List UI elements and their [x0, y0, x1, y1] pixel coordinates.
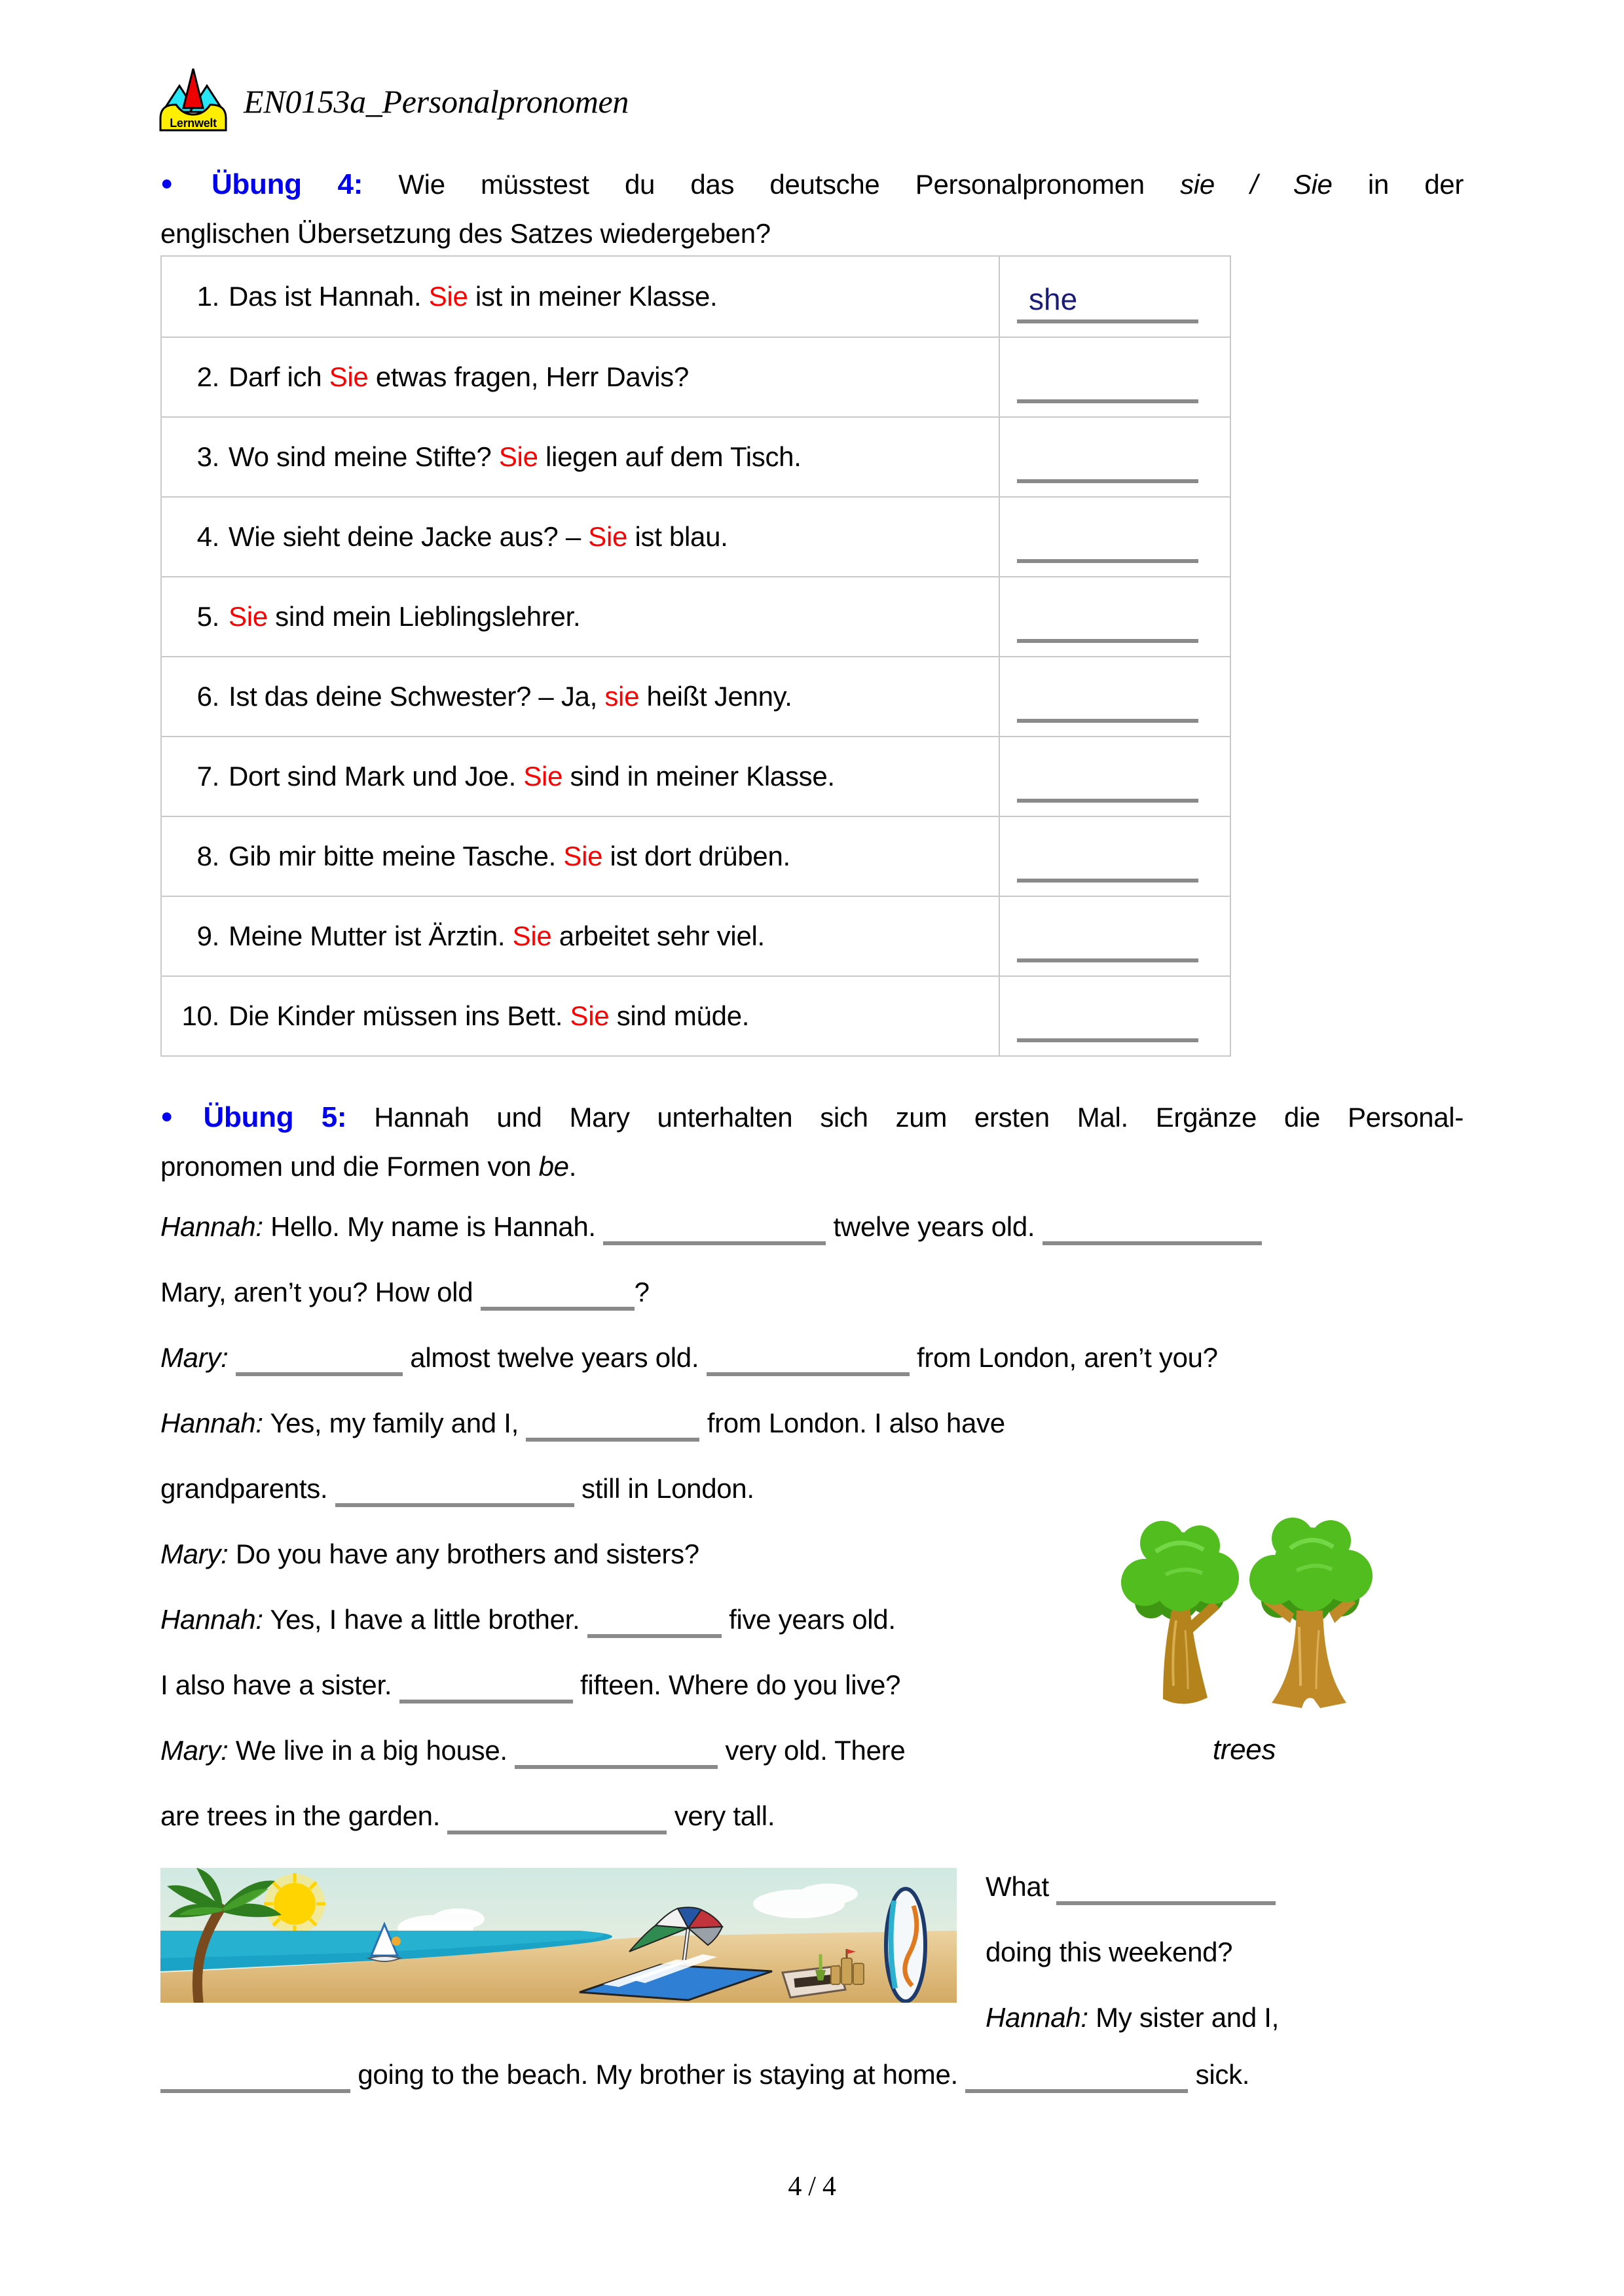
answer-cell — [999, 657, 1230, 736]
answer-cell — [999, 977, 1230, 1055]
pronoun-highlight: Sie — [498, 441, 538, 472]
exercise4-instruction-pre: Wie müsstest du das deutsche Personalpronomen — [398, 169, 1181, 200]
dialogue-text: grandparents. — [160, 1473, 335, 1504]
dialogue-line — [986, 1999, 1470, 2064]
dialogue-text: five years old. — [721, 1604, 896, 1635]
trees-caption: trees — [1212, 1734, 1276, 1766]
answer-blank-line — [1017, 719, 1198, 723]
row-number: 1. — [196, 281, 219, 312]
dialogue-text: We live in a big house. — [228, 1735, 515, 1766]
pronoun-highlight: Sie — [570, 1000, 610, 1031]
answer-blank-line — [1017, 319, 1198, 323]
exercise5-instruction-text1: Hannah und Mary unterhalten sich zum ersten Mal. Ergänze die Personal- — [374, 1102, 1464, 1133]
exercise4-instruction-post: in der — [1332, 169, 1464, 200]
dialogue-text: My sister and I, — [1088, 2002, 1280, 2033]
blank-line — [160, 2060, 350, 2093]
bullet-icon: ● — [160, 171, 201, 194]
blank-line — [603, 1212, 826, 1245]
dialogue-text: Yes, my family and I, — [263, 1408, 526, 1438]
answer-cell — [999, 737, 1230, 816]
exercise5-instruction-line2 — [160, 1141, 1464, 1192]
table-row — [162, 337, 1230, 416]
row-number: 4. — [196, 521, 219, 552]
answer-cell — [999, 897, 1230, 975]
page-title: EN0153a_Personalpronomen — [244, 83, 629, 120]
answer-cell — [999, 498, 1230, 576]
exercise5-label: Übung 5: — [203, 1101, 347, 1133]
blank-line — [1043, 1212, 1262, 1245]
dialogue-line — [160, 1273, 1467, 1339]
pronoun-highlight: Sie — [563, 841, 603, 871]
blank-line — [965, 2060, 1188, 2093]
answer-blank-line — [1017, 879, 1198, 883]
dialogue-text: going to the beach. My brother is staying at home. — [350, 2059, 966, 2090]
answer-blank-line — [1017, 958, 1198, 962]
tree-left — [1121, 1521, 1239, 1704]
dialogue-line — [986, 1933, 1470, 1999]
dialogue-text: still in London. — [574, 1473, 754, 1504]
answer-blank-line — [1017, 559, 1198, 563]
table-row — [162, 975, 1230, 1055]
bullet-icon: ● — [160, 1104, 193, 1127]
row-number: 2. — [196, 361, 219, 392]
dialogue-text: fifteen. Where do you live? — [572, 1669, 901, 1700]
pronoun-highlight: Sie — [523, 761, 563, 792]
answer-cell — [999, 338, 1230, 416]
answer-blank-line — [1017, 639, 1198, 643]
dialogue-text: sick. — [1188, 2059, 1250, 2090]
speaker-name: Hannah: — [160, 1604, 263, 1635]
dialogue-line — [986, 1868, 1470, 1933]
dialogue-text: What — [986, 1871, 1057, 1902]
row-number: 10. — [181, 1000, 219, 1031]
table-row — [162, 496, 1230, 576]
sentence-cell: 1. Das ist Hannah. Sie ist in meiner Klasse. — [162, 257, 999, 337]
blank-line — [481, 1278, 635, 1311]
sentence-cell: 6. Ist das deine Schwester? – Ja, sie heißt Jenny. — [162, 657, 999, 736]
table-row — [162, 416, 1230, 496]
pronoun-highlight: sie — [604, 681, 640, 712]
surfboard-icon — [886, 1889, 925, 2001]
exercise4-table — [160, 255, 1231, 1057]
dialogue-text: are trees in the garden. — [160, 1800, 448, 1831]
tree-right — [1249, 1518, 1373, 1708]
sentence-cell: 4. Wie sieht deine Jacke aus? – Sie ist blau. — [162, 498, 999, 576]
speaker-name: Hannah: — [160, 1408, 263, 1438]
pronoun-highlight: Sie — [428, 281, 468, 312]
table-row — [162, 736, 1230, 816]
dialogue-text: from London, aren’t you? — [909, 1342, 1218, 1373]
speaker-name: Mary: — [160, 1342, 229, 1373]
answer-blank-line — [1017, 399, 1198, 403]
blank-line — [1056, 1872, 1276, 1905]
dialogue-line — [160, 1404, 1467, 1470]
answer-cell — [999, 817, 1230, 896]
exercise5-instruction-italic: be — [538, 1151, 569, 1182]
blank-line — [587, 1605, 722, 1638]
speaker-name: Mary: — [160, 1735, 229, 1766]
dialogue-text: Mary, aren’t you? How old — [160, 1277, 481, 1307]
beach-side-text — [986, 1868, 1470, 2064]
answer-blank-line — [1017, 479, 1198, 483]
dialogue-text: almost twelve years old. — [402, 1342, 707, 1373]
blank-line — [335, 1474, 574, 1507]
blank-line — [526, 1409, 699, 1442]
dialogue-line — [160, 1339, 1467, 1404]
sentence-cell: 9. Meine Mutter ist Ärztin. Sie arbeitet sehr viel. — [162, 897, 999, 975]
handwritten-answer: she — [1029, 282, 1078, 316]
trees-image — [1100, 1503, 1388, 1719]
row-number: 5. — [196, 601, 219, 632]
pronoun-highlight: Sie — [229, 601, 268, 632]
row-number: 8. — [196, 841, 219, 871]
dialogue-line — [160, 1208, 1467, 1273]
blank-line — [399, 1671, 573, 1704]
row-number: 6. — [196, 681, 219, 712]
sentence-cell: 3. Wo sind meine Stifte? Sie liegen auf dem Tisch. — [162, 418, 999, 496]
dialogue-text: very old. There — [718, 1735, 906, 1766]
dialogue-text: Hello. My name is Hannah. — [263, 1211, 604, 1242]
exercise4-instruction-italic: sie / Sie — [1180, 169, 1333, 200]
exercise5-instruction-line1 — [160, 1090, 1464, 1143]
speaker-name: Hannah: — [986, 2002, 1088, 2033]
table-row — [162, 816, 1230, 896]
dialogue-text — [229, 1342, 236, 1373]
sentence-cell: 8. Gib mir bitte meine Tasche. Sie ist dort drüben. — [162, 817, 999, 896]
dialogue-text: twelve years old. — [826, 1211, 1043, 1242]
blank-line — [447, 1802, 667, 1834]
dialogue-line — [160, 1797, 1467, 1863]
row-number: 3. — [196, 441, 219, 472]
beach-image — [160, 1868, 957, 2003]
dialogue-text: ? — [634, 1277, 650, 1307]
exercise4-instruction-line2: englischen Übersetzung des Satzes wiedergeben? — [160, 218, 771, 249]
lernwelt-logo-graphic — [156, 61, 231, 136]
pronoun-highlight: Sie — [512, 920, 552, 951]
logo-text: Lernwelt — [170, 117, 217, 130]
blank-line — [707, 1343, 910, 1376]
closing-line — [160, 2056, 1467, 2121]
exercise4-instruction-line1 — [160, 157, 1464, 210]
table-row — [162, 896, 1230, 975]
sentence-cell: 10. Die Kinder müssen ins Bett. Sie sind müde. — [162, 977, 999, 1055]
answer-blank-line — [1017, 1038, 1198, 1042]
sentence-cell: 2. Darf ich Sie etwas fragen, Herr Davis? — [162, 338, 999, 416]
dialogue-text: very tall. — [667, 1800, 775, 1831]
sentence-cell: 5. Sie sind mein Lieblingslehrer. — [162, 577, 999, 656]
dialogue-text: from London. I also have — [699, 1408, 1005, 1438]
lernwelt-logo — [156, 61, 231, 136]
sentence-cell: 7. Dort sind Mark und Joe. Sie sind in meiner Klasse. — [162, 737, 999, 816]
exercise5-instruction-text2: pronomen und die Formen von — [160, 1151, 539, 1182]
speaker-name: Mary: — [160, 1539, 229, 1569]
table-row — [162, 576, 1230, 656]
dialogue-text: doing this weekend? — [986, 1937, 1233, 1967]
blank-line — [515, 1736, 718, 1769]
exercise4-label: Übung 4: — [211, 168, 363, 200]
row-number: 9. — [196, 920, 219, 951]
page-number: 4 / 4 — [788, 2172, 836, 2202]
table-row — [162, 257, 1230, 337]
dialogue-line — [160, 2056, 1467, 2121]
exercise5-instruction-text3: . — [568, 1151, 577, 1182]
pronoun-highlight: Sie — [329, 361, 369, 392]
pronoun-highlight: Sie — [588, 521, 628, 552]
answer-cell — [999, 418, 1230, 496]
row-number: 7. — [196, 761, 219, 792]
dialogue-text: Yes, I have a little brother. — [263, 1604, 587, 1635]
dialogue-text: Do you have any brothers and sisters? — [228, 1539, 699, 1569]
blank-line — [236, 1343, 403, 1376]
speaker-name: Hannah: — [160, 1211, 263, 1242]
answer-cell — [999, 577, 1230, 656]
dialogue-text: I also have a sister. — [160, 1669, 399, 1700]
table-row — [162, 656, 1230, 736]
answer-cell — [999, 257, 1230, 337]
answer-blank-line — [1017, 799, 1198, 803]
